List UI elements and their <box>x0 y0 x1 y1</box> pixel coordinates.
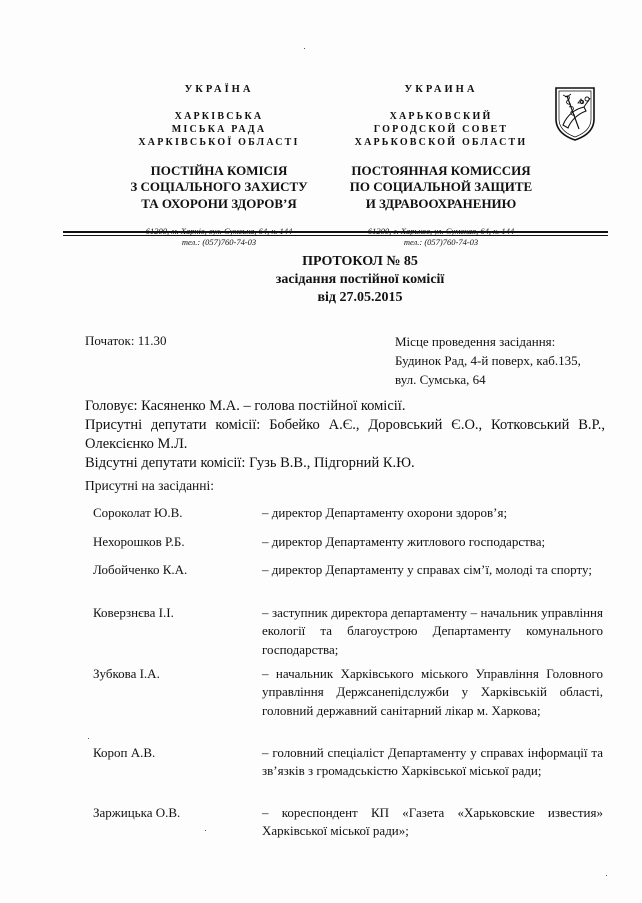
scan-speck <box>606 875 607 876</box>
council-line: ХАРКІВСЬКОЇ ОБЛАСТІ <box>138 137 300 149</box>
country-ua: УКРАЇНА <box>184 84 254 95</box>
commission-line: З СОЦІАЛЬНОГО ЗАХИСТУ <box>130 179 308 195</box>
attendee-role: – начальник Харківського міського Управління Головного управління Держсанепідслужби у Харківській області, головний державний санітарний лікар м. Харкова; <box>262 666 603 718</box>
header-rule-thin <box>63 235 608 236</box>
council-line: МІСЬКА РАДА <box>171 124 267 136</box>
commission-name-ru <box>335 163 547 212</box>
present-deputies-line: Присутні депутати комісії: Бобейко А.Є., Доровський Є.О., Котковський В.Р., <box>85 417 605 434</box>
commission-line: ТА ОХОРОНИ ЗДОРОВ’Я <box>141 195 297 211</box>
venue-line: вул. Сумська, 64 <box>395 371 486 387</box>
venue-line: Будинок Рад, 4-й поверх, каб.135, <box>395 352 581 368</box>
meeting-start: Початок: 11.30 <box>85 333 167 348</box>
attendee-name: Коверзнєва І.І. <box>93 605 174 620</box>
council-line: ХАРЬКОВСКОЙ ОБЛАСТИ <box>354 137 528 149</box>
council-name-ua <box>108 110 330 149</box>
council-line: ХАРЬКОВСКИЙ <box>389 111 493 123</box>
phone-line: тел.: (057)760-74-03 <box>403 236 479 247</box>
council-name-ru <box>335 110 547 149</box>
attendee-role: – директор Департаменту охорони здоров’я; <box>262 505 508 520</box>
protocol-subtitle: засідання постійної комісії <box>275 272 445 288</box>
attendee-name: Короп А.В. <box>93 745 156 760</box>
attendee-role: – головний спеціаліст Департаменту у справах інформації та зв’язків з громадськістю Харківської міської ради; <box>262 745 603 779</box>
meeting-venue <box>395 333 581 390</box>
scan-speck <box>205 830 206 831</box>
scan-speck <box>304 48 305 49</box>
country-ru: УКРАИНА <box>404 84 478 95</box>
protocol-date: від 27.05.2015 <box>317 290 403 306</box>
letterhead-ua <box>108 83 330 248</box>
chair-line: Головує: Касяненко М.А. – голова постійної комісії. <box>85 398 406 414</box>
kharkiv-coat-of-arms-icon <box>553 85 597 141</box>
commission-line: ПОСТОЯННАЯ КОМИССИЯ <box>351 163 531 179</box>
protocol-title-block <box>150 253 570 308</box>
present-deputies-line-cont: Олексієнко М.Л. <box>85 436 188 453</box>
commission-line: ПОСТІЙНА КОМІСІЯ <box>150 163 288 179</box>
attendee-name: Сороколат Ю.В. <box>93 505 183 520</box>
attendee-name: Зубкова І.А. <box>93 666 160 681</box>
council-line: ХАРКІВСЬКА <box>174 111 264 123</box>
commission-line: И ЗДРАВООХРАНЕНИЮ <box>365 195 517 211</box>
scan-speck <box>88 738 89 739</box>
attendee-name: Заржицька О.В. <box>93 805 181 820</box>
address-ru <box>335 226 547 248</box>
attendee-role: – кореспондент КП «Газета «Харьковские известия» Харківської міської ради»; <box>262 805 603 839</box>
venue-line: Місце проведення засідання: <box>395 334 556 349</box>
header-rule-thick <box>63 231 608 233</box>
attendee-name: Нехорошков Р.Б. <box>93 534 185 549</box>
absent-deputies-line: Відсутні депутати комісії: Гузь В.В., Підгорний К.Ю. <box>85 455 415 472</box>
attendee-role: – заступник директора департаменту – начальник управління екології та благоустрою Департаменту комунального господарства; <box>262 605 603 657</box>
address-ua <box>108 226 330 248</box>
protocol-title: ПРОТОКОЛ № 85 <box>302 254 418 269</box>
attendee-name: Лобойченко К.А. <box>93 562 188 577</box>
attendance-block <box>85 397 605 474</box>
commission-line: ПО СОЦИАЛЬНОЙ ЗАЩИТЕ <box>349 179 533 195</box>
attendee-role: – директор Департаменту у справах сім’ї, молоді та спорту; <box>262 562 592 577</box>
phone-line: тел.: (057)760-74-03 <box>181 236 257 247</box>
commission-name-ua <box>108 163 330 212</box>
present-at-meeting-label: Присутні на засіданні: <box>85 478 215 493</box>
attendee-role: – директор Департаменту житлового господарства; <box>262 534 546 549</box>
council-line: ГОРОДСКОЙ СОВЕТ <box>373 124 509 136</box>
letterhead-ru <box>335 83 547 248</box>
